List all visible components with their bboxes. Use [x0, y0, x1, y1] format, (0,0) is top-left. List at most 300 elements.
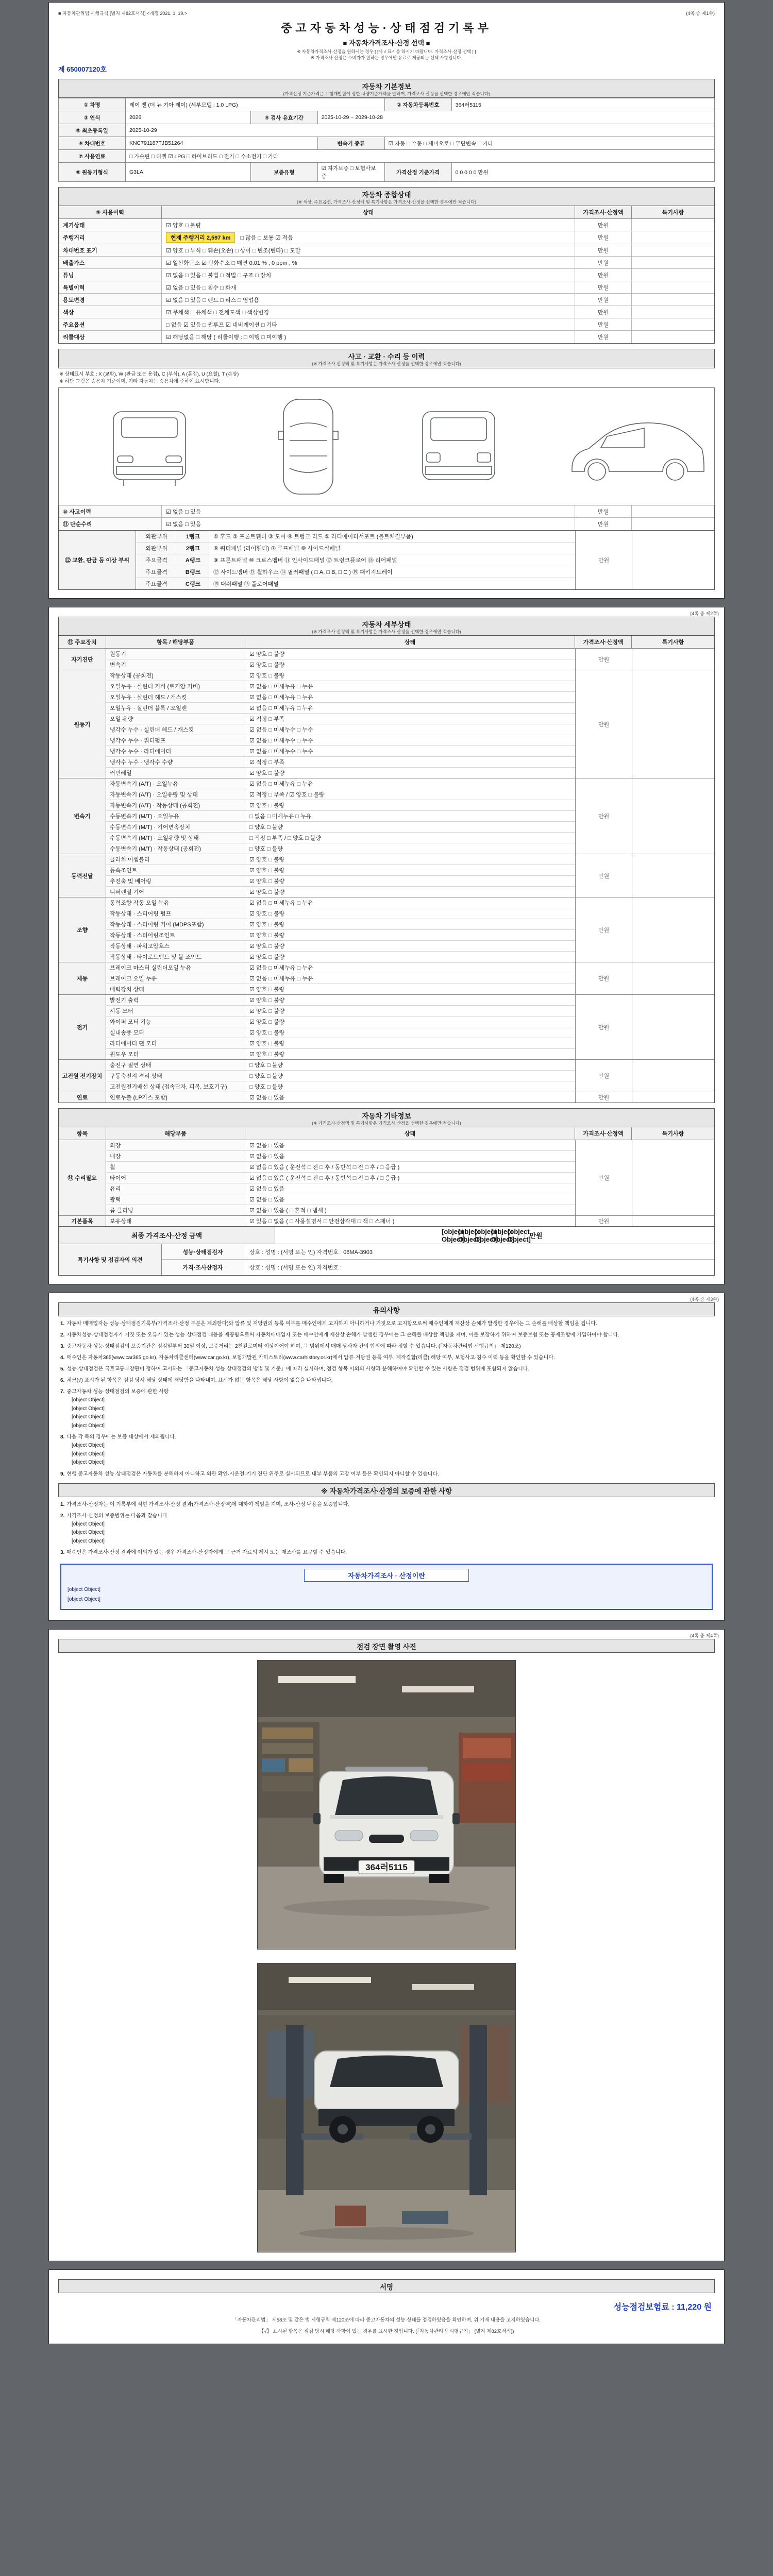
device-note [632, 962, 714, 994]
notice-text: 성능·상태점검은 국토교통부장관이 정하여 고시하는 「중고자동차 성능·상태점검의 방법 및 기준」에 따라 실시하며, 점검 항목 이외의 사항과 분해하여야 확인할 수 있는 사항은 점검 범위에 포함되지 않습니다. [66, 1366, 530, 1372]
inspection-photo-2 [257, 1963, 516, 2252]
notice-item [60, 1433, 713, 1467]
device-status-checkboxes[interactable]: □ 양호 □ 불량 [249, 824, 283, 831]
usage-row-label: 튜닝 [59, 269, 162, 281]
col-note: 특기사항 [662, 210, 684, 216]
other-part-label: 외장 [106, 1140, 245, 1150]
notice-item [60, 1331, 713, 1339]
field-vin-label: ⑥ 차대번호 [59, 137, 126, 150]
col-other-note: 특기사항 [662, 1131, 684, 1138]
page-marker-4: (4쪽 중 제4쪽) [690, 1633, 719, 1639]
other-info-table [58, 1127, 715, 1227]
usage-row-checkboxes[interactable]: ☑ 일산화탄소 ☑ 탄화수소 □ 매연 0.01 % , 0 ppm , % [162, 257, 575, 268]
device-part-label: 동력조향 작동 오일 누유 [106, 897, 245, 908]
field-base-price-label: 가격산정 기준가격 [384, 163, 451, 182]
device-part-label: 디퍼렌셜 기어 [106, 887, 245, 897]
device-price-unit: 만원 [575, 962, 632, 994]
device-part-label: 냉각수 누수 · 라디에이터 [106, 746, 245, 756]
device-part-label: 시동 모터 [106, 1006, 245, 1016]
device-group-name: 원동기 [59, 670, 106, 778]
device-row [106, 1016, 575, 1027]
device-part-label: 구동축전지 격리 상태 [106, 1071, 245, 1081]
mileage-highlight: 현재 주행거리 2,597 km [166, 232, 235, 243]
other-part-label: 광택 [106, 1194, 245, 1205]
price-survey-select-note-2: ※ 가격조사·산정은 소비자가 원하는 경우에만 유료로 제공되는 선택 사항입니다. [311, 55, 462, 60]
final-price-row [58, 1227, 715, 1244]
device-row [106, 1060, 575, 1071]
col-major-device: ⑬ 주요장치 [59, 636, 106, 648]
usage-row-checkboxes[interactable]: ☑ 해당없음 □ 해당 ( 리콜이행 : □ 이행 □ 미이행 ) [162, 331, 575, 343]
device-price-unit: 만원 [575, 670, 632, 778]
col-detail-status: 상태 [245, 636, 575, 648]
device-status-checkboxes[interactable]: ☑ 양호 □ 불량 [249, 922, 285, 928]
device-part-label: 커먼레일 [106, 768, 245, 778]
other-part-label: 내장 [106, 1151, 245, 1161]
device-part-label: 오일누유 · 실린더 커버 (로커암 커버) [106, 681, 245, 691]
notice-number: 6. [60, 1378, 65, 1384]
section-other-note: (※ 가격조사·산정액 및 특기사항은 가격조사·산정을 선택한 경우에만 적습니다) [312, 1121, 461, 1126]
opinion-role-label: 가격·조사산정자 [162, 1260, 244, 1275]
definition-line: [object Object] [68, 1587, 100, 1593]
usage-row-checkboxes[interactable]: □ 없음 ☑ 있음 □ 썬루프 ☑ 네비게이션 □ 기타 [162, 318, 575, 330]
other-status-checkboxes[interactable]: ☑ 없음 □ 있음 [249, 1143, 285, 1149]
device-status-checkboxes[interactable]: ☑ 양호 □ 불량 [249, 1008, 285, 1015]
notice-subitem: [object Object] [72, 1422, 105, 1429]
device-row [106, 865, 575, 876]
device-part-label: 오일누유 · 실린더 헤드 / 개스킷 [106, 692, 245, 702]
page-marker-3: (4쪽 중 제3쪽) [690, 1297, 719, 1302]
device-part-label: 발전기 출력 [106, 995, 245, 1005]
other-part-label: 휠 [106, 1162, 245, 1172]
row-gauge-state [59, 219, 714, 231]
device-row [106, 995, 575, 1006]
other-row [106, 1140, 575, 1151]
notice-number: 8. [60, 1434, 65, 1440]
page-4-panel [48, 1629, 725, 2261]
usage-history-row [59, 318, 714, 331]
section-basic-info: 자동차 기본정보 (가격산정 기준가격은 보험개발원이 정한 차량기준가액을 말하며, 가격조사·산정을 선택한 경우에만 적습니다) [58, 79, 715, 98]
device-status-checkboxes[interactable]: ☑ 없음 □ 미세누수 □ 누수 [249, 749, 313, 755]
section-detail-note: (※ 가격조사·산정액 및 특기사항은 가격조사·산정을 선택한 경우에만 적습니다) [312, 629, 461, 635]
panel-category: 주요골격 [136, 578, 177, 589]
usage-row-label: 차대번호 표기 [59, 244, 162, 256]
page-3-panel [48, 1293, 725, 1621]
document-title: 중고자동차성능·상태점검기록부 [281, 22, 492, 35]
device-note [632, 897, 714, 962]
device-status-checkboxes[interactable]: ☑ 양호 □ 불량 [249, 803, 285, 809]
page-1-panel [48, 2, 725, 599]
inspection-insurance-fee: 성능점검보험료 : 11,220 원 [613, 2303, 712, 2312]
panel-rank: 2랭크 [177, 543, 209, 554]
panel-category: 외판부위 [136, 531, 177, 542]
device-part-label: 연료누출 (LP가스 포함) [106, 1092, 245, 1103]
device-status-checkboxes[interactable]: ☑ 양호 □ 불량 [249, 662, 285, 669]
section-basic-note: (가격산정 기준가격은 보험개발원이 정한 차량기준가액을 말하며, 가격조사·산정을 선택한 경우에만 적습니다) [283, 91, 490, 96]
section-signature: 서명 [58, 2279, 715, 2293]
opinion-role-label: 성능·상태점검자 [162, 1244, 244, 1259]
device-row [106, 789, 575, 800]
usage-row-checkboxes[interactable]: ☑ 없음 □ 있음 □ 불법 □ 적법 □ 구조 □ 장치 [162, 269, 575, 281]
device-status-checkboxes[interactable]: ☑ 적정 □ 부족 / ☑ 양호 □ 불량 [249, 792, 325, 799]
usage-row-checkboxes[interactable]: ☑ 양호 □ 부식 □ 훼손(오손) □ 상이 □ 변조(변타) □ 도말 [162, 244, 575, 256]
field-car-name-label: ① 차명 [59, 98, 126, 111]
device-status-checkboxes[interactable]: ☑ 양호 □ 불량 [249, 857, 285, 863]
device-row [106, 703, 575, 714]
car-diagram-svg [67, 391, 706, 500]
device-group [59, 897, 714, 962]
device-part-label: 작동상태 · 스티어링 기어 (MDPS포함) [106, 919, 245, 929]
device-part-label: 작동상태 · 스티어링 펌프 [106, 908, 245, 919]
device-group-name: 조향 [59, 897, 106, 962]
notice-text: 중고자동차 성능·상태점검의 보증기간은 점검일부터 30일 이상, 보증거리는 2천킬로미터 이상이어야 하며, 그 범위에서 매매 당사자 간의 합의에 따라 정할 수 있습니다. (「자동차관리법 시행규칙」 제120조) [66, 1344, 521, 1350]
device-row [106, 962, 575, 973]
panel-items-checkboxes[interactable]: ⑮ 대쉬패널 ⑯ 플로어패널 [213, 581, 279, 588]
price-guarantee-item [60, 1501, 713, 1509]
car-diagram-top [278, 399, 338, 494]
device-status-checkboxes[interactable]: ☑ 없음 □ 미세누유 □ 누유 [249, 684, 313, 690]
mileage-price-unit: 만원 [575, 231, 632, 244]
row-accident-history [59, 505, 714, 518]
section-accident-note: (※ 가격조사·산정액 및 특기사항은 가격조사·산정을 선택한 경우에만 적습니다) [312, 361, 461, 367]
price-digit-box: [object Object] [458, 1227, 481, 1243]
device-part-label: 배력장치 상태 [106, 984, 245, 994]
device-part-label: 수동변속기 (M/T) · 오일유량 및 상태 [106, 833, 245, 843]
device-group-name: 전기 [59, 995, 106, 1059]
device-row [106, 768, 575, 778]
other-row [106, 1183, 575, 1194]
other-row [106, 1151, 575, 1162]
page-2-panel [48, 607, 725, 1284]
notice-subitem: [object Object] [72, 1414, 105, 1420]
price-survey-definition-box [60, 1564, 713, 1610]
field-reg-no-label: ② 자동차등록번호 [384, 98, 451, 111]
device-status-checkboxes[interactable]: ☑ 없음 □ 미세누유 □ 누유 [249, 705, 313, 712]
price-survey-select-note-1[interactable]: ※ 자동차가격조사·산정을 원하시는 경우 [ ]에 √ 표시를 하시기 바랍니다. 가격조사·산정 선택 [ ] [297, 49, 476, 54]
other-status-checkboxes[interactable]: ☑ 없음 □ 있음 [249, 1186, 285, 1193]
section-accident-history: 사고 · 교환 · 수리 등 이력 (※ 가격조사·산정액 및 특기사항은 가격조사·산정을 선택한 경우에만 적습니다) [58, 349, 715, 368]
price-guarantee-item [60, 1549, 713, 1556]
section-price-guarantee: ※ 자동차가격조사·산정의 보증에 관한 사항 [58, 1483, 715, 1497]
notice-subitem: [object Object] [72, 1405, 105, 1412]
price-guarantee-text: 가격조사·산정자는 이 기록부에 적힌 가격조사·산정 결과(가격조사·산정액)에 대하여 책임을 지며, 조사·산정 내용을 보증합니다. [66, 1501, 350, 1507]
field-first-reg-value: 2025-10-29 [126, 124, 715, 137]
other-price-unit: 만원 [575, 1216, 632, 1226]
signature-note-2: 【√】 표시된 항목은 점검 당시 해당 사항이 있는 경우를 표시한 것입니다. (「자동차관리법 시행규칙」 [별지 제82호서식]) [259, 2328, 514, 2334]
other-status-checkboxes[interactable]: ☑ 없음 □ 있음 ( 운전석 □ 전 □ 후 / 동반석 □ 전 □ 후 / □ 응급 ) [249, 1175, 400, 1182]
device-note [632, 995, 714, 1059]
form-reference: ■ 자동차관리법 시행규칙 [별지 제82호서식] <개정 2021. 1. 19.> [58, 11, 187, 16]
notice-number: 9. [60, 1471, 65, 1477]
device-status-checkboxes[interactable]: ☑ 없음 □ 미세누유 □ 누유 [249, 694, 313, 701]
notice-subitem: [object Object] [72, 1397, 105, 1403]
device-row [106, 973, 575, 984]
other-status-checkboxes[interactable]: ☑ 없음 □ 있음 [249, 1197, 285, 1204]
usage-row-checkboxes[interactable]: ☑ 없음 □ 있음 □ 렌트 □ 리스 □ 영업용 [162, 294, 575, 306]
simple-repair-label: ⑪ 단순수리 [59, 518, 162, 530]
usage-row-note [632, 306, 714, 318]
usage-row-checkboxes[interactable]: ☑ 없음 □ 있음 □ 침수 □ 화재 [162, 281, 575, 293]
device-status-checkboxes[interactable]: □ 양호 □ 불량 [249, 1062, 283, 1069]
device-status-checkboxes[interactable]: □ 양호 □ 불량 [249, 1073, 283, 1080]
device-row [106, 735, 575, 746]
notice-number: 2. [60, 1332, 65, 1338]
usage-row-label: 색상 [59, 306, 162, 318]
opinion-signature-line[interactable]: 상호 : 성명 : (서명 또는 인) 자격번호 : 06MA-3903 [249, 1249, 373, 1256]
price-guarantee-subitem: [object Object] [72, 1538, 105, 1544]
field-engine-type-label: ⑧ 원동기형식 [59, 163, 126, 182]
field-transmission-label: 변속기 종류 [317, 137, 384, 150]
price-digit-box: [object Object] [475, 1227, 498, 1243]
device-group [59, 962, 714, 995]
device-note [632, 1060, 714, 1092]
mileage-status[interactable] [162, 231, 575, 244]
device-status-checkboxes[interactable]: □ 적정 □ 부족 / □ 양호 □ 불량 [249, 835, 322, 842]
row-mileage [59, 231, 714, 244]
opinion-signature-line[interactable]: 상호 : 성명 : (서명 또는 인) 자격번호 : [249, 1265, 342, 1272]
fuel-checkboxes[interactable]: □ 가솔린 □ 디젤 ☑ LPG □ 하이브리드 □ 전기 □ 수소전기 □ 기타 [126, 150, 715, 163]
usage-row-price-unit: 만원 [575, 318, 632, 330]
field-engine-type-value: G3LA [126, 163, 251, 182]
definition-line: [object Object] [68, 1596, 100, 1602]
usage-row-price-unit: 만원 [575, 281, 632, 293]
usage-row-label: 용도변경 [59, 294, 162, 306]
device-row [106, 833, 575, 843]
notice-text: 매수인은 자동차365(www.car365.go.kr), 자동차리콜센터(www.car.go.kr), 보험개발원 카히스토리(www.carhistory.or.kr)에서 압류·저당권 등록 여부, 제작결함(리콜) 해당 여부, 보험사고·침수 이력 등을 확인할 수 있습니다. [66, 1355, 555, 1361]
device-status-checkboxes[interactable]: ☑ 양호 □ 불량 [249, 1019, 285, 1026]
car-diagram-side [572, 423, 704, 480]
device-note [632, 854, 714, 897]
device-status-checkboxes[interactable]: ☑ 없음 □ 미세누유 □ 누유 [249, 976, 313, 982]
legend-line-2: ※ 하단 그림은 승용차 기준이며, 기타 자동차는 승용차에 준하여 표시합니다. [59, 378, 221, 384]
device-group [59, 1060, 714, 1092]
panel-items-checkboxes[interactable]: ⑨ 프론트패널 ⑩ 크로스멤버 ⑪ 인사이드패널 ⑰ 트렁크플로어 ⑱ 리어패널 [213, 557, 397, 564]
device-row [106, 854, 575, 865]
other-group-name: 기본품목 [59, 1216, 106, 1226]
inspection-photo-1 [257, 1660, 516, 1950]
other-part-label: 유리 [106, 1183, 245, 1194]
device-status-checkboxes[interactable]: □ 양호 □ 불량 [249, 1084, 283, 1091]
device-group-name: 연료 [59, 1092, 106, 1103]
device-part-label: 수동변속기 (M/T) · 기어변속장치 [106, 822, 245, 832]
device-status-checkboxes[interactable]: ☑ 없음 □ 미세누유 □ 누유 [249, 965, 313, 972]
device-status-checkboxes[interactable]: ☑ 양호 □ 불량 [249, 987, 285, 993]
notice-number: 5. [60, 1366, 65, 1372]
device-part-label: 실내송풍 모터 [106, 1027, 245, 1038]
device-status-checkboxes[interactable]: ☑ 양호 □ 불량 [249, 997, 285, 1004]
device-part-label: 냉각수 누수 · 워터펌프 [106, 735, 245, 745]
device-group [59, 995, 714, 1060]
device-part-label: 오일 유량 [106, 714, 245, 724]
panel-items-checkboxes[interactable]: ⑥ 쿼터패널 (리어휀더) ⑦ 루프패널 ⑧ 사이드실패널 [213, 546, 341, 552]
device-status-checkboxes[interactable]: ☑ 없음 □ 있음 [249, 1095, 285, 1101]
usage-row-label: 특별이력 [59, 281, 162, 293]
other-status-checkboxes[interactable]: ☑ 없음 □ 있음 ( □ 흔적 □ 냄새 ) [249, 1208, 327, 1214]
field-model-year-label: ③ 연식 [59, 111, 126, 124]
warranty-checkboxes[interactable]: ☑ 자가보증 □ 보험사보증 [317, 163, 384, 182]
transmission-checkboxes[interactable]: ☑ 자동 □ 수동 □ 세미오토 □ 무단변속 □ 기타 [384, 137, 714, 150]
device-part-label: 작동상태 · 타이로드엔드 및 볼 조인트 [106, 952, 245, 962]
col-other-price: 가격조사·산정액 [575, 1127, 632, 1140]
device-row [106, 952, 575, 962]
notice-item [60, 1343, 713, 1350]
device-note [632, 1092, 714, 1103]
device-part-label: 고전원전기배선 상태 (접속단자, 피복, 보호기구) [106, 1081, 245, 1092]
field-base-price-value: 0 0 0 0 0 만원 [451, 163, 714, 182]
accident-history-checkboxes[interactable]: ☑ 없음 □ 있음 [162, 505, 575, 517]
device-status-checkboxes[interactable]: □ 양호 □ 불량 [249, 846, 283, 853]
price-digit-box: [object Object] [491, 1227, 514, 1243]
device-status-checkboxes[interactable]: ☑ 양호 □ 불량 [249, 868, 285, 874]
mileage-label: 주행거리 [59, 231, 162, 244]
notice-text: 중고자동차 성능·상태점검의 보증에 관한 사항 [66, 1389, 169, 1395]
field-inspection-period-label: ④ 검사 유효기간 [250, 111, 317, 124]
device-part-label: 냉각수 누수 · 냉각수 수량 [106, 757, 245, 767]
device-row [106, 778, 575, 789]
device-status-checkboxes[interactable]: ☑ 양호 □ 불량 [249, 1041, 285, 1047]
device-status-checkboxes[interactable]: ☑ 양호 □ 불량 [249, 878, 285, 885]
device-status-checkboxes[interactable]: ☑ 양호 □ 불량 [249, 651, 285, 658]
usage-history-row [59, 244, 714, 257]
device-status-checkboxes[interactable]: □ 없음 □ 미세누유 □ 누유 [249, 814, 312, 820]
usage-row-note [632, 294, 714, 306]
price-guarantee-text: 매수인은 가격조사·산정 결과에 이의가 있는 경우 가격조사·산정자에게 그 근거 자료의 제시 또는 재조사를 요구할 수 있습니다. [66, 1550, 347, 1556]
field-first-reg-label: ⑤ 최초등록일 [59, 124, 126, 137]
final-price-value [275, 1227, 714, 1243]
device-status-checkboxes[interactable]: ☑ 없음 □ 미세누수 □ 누수 [249, 738, 313, 744]
device-status-checkboxes[interactable]: ☑ 적정 □ 부족 [249, 759, 285, 766]
device-part-label: 충전구 절연 상태 [106, 1060, 245, 1070]
usage-row-price-unit: 만원 [575, 257, 632, 268]
other-status-checkboxes[interactable]: ☑ 없음 □ 있음 ( 운전석 □ 전 □ 후 / 동반석 □ 전 □ 후 / □ 응급 ) [249, 1164, 400, 1171]
other-price-unit: 만원 [575, 1140, 632, 1215]
device-part-label: 윈도우 모터 [106, 1049, 245, 1059]
panel-category: 외판부위 [136, 543, 177, 554]
device-row [106, 843, 575, 854]
simple-repair-note [632, 518, 714, 530]
device-row [106, 670, 575, 681]
usage-row-checkboxes[interactable]: ☑ 무채색 □ 유채색 □ 전체도색 □ 색상변경 [162, 306, 575, 318]
accident-history-price-unit: 만원 [575, 505, 632, 517]
usage-row-label: 리콜대상 [59, 331, 162, 343]
page-marker-2: (4쪽 중 제2쪽) [690, 611, 719, 617]
legend-line-1: ※ 상태표시 부호 : X (교환), W (판금 또는 용접), C (부식), A (흠집), U (요철), T (손상) [59, 371, 239, 377]
panel-items-checkboxes[interactable]: ① 후드 ② 프론트휀더 ③ 도어 ④ 트렁크 리드 ⑤ 라디에이터서포트 (볼트체결부품) [213, 534, 413, 540]
usage-row-price-unit: 만원 [575, 331, 632, 343]
notice-text: 자동차 매매업자는 성능·상태점검기록부(가격조사·산정 부분은 제외한다)와 압류 및 저당권의 등록 여부를 매수인에게 고지하지 아니하거나 거짓으로 고지함으로써 매수인에게 재산상 손해가 발생한 경우에는 그 손해를 배상할 책임을 집니다. [66, 1321, 597, 1327]
other-group-name: ⑭ 수리필요 [59, 1140, 106, 1215]
definition-title: 자동차가격조사 · 산정이란 [304, 1569, 469, 1582]
gauge-state-checkboxes[interactable]: ☑ 양호 □ 불량 [162, 219, 575, 231]
device-part-label: 자동변속기 (A/T) · 오일유량 및 상태 [106, 789, 245, 800]
basic-info-table [58, 98, 715, 182]
notice-item [60, 1388, 713, 1430]
document-page [48, 0, 725, 2344]
field-reg-no-value: 364러5115 [451, 98, 714, 111]
field-vin-value: KNC791187TJB51264 [126, 137, 318, 150]
other-group [59, 1140, 714, 1216]
other-group [59, 1216, 714, 1226]
gauge-note [632, 219, 714, 231]
other-row [106, 1205, 575, 1215]
usage-history-row [59, 331, 714, 343]
panel-rank: 1랭크 [177, 531, 209, 542]
device-status-checkboxes[interactable]: ☑ 없음 □ 미세누유 □ 누유 [249, 781, 313, 788]
device-row [106, 746, 575, 757]
device-status-checkboxes[interactable]: ☑ 양호 □ 불량 [249, 1030, 285, 1037]
price-digit-box: [object Object] [508, 1227, 531, 1243]
simple-repair-checkboxes[interactable]: ☑ 없음 □ 있음 [162, 518, 575, 530]
device-status-checkboxes[interactable]: ☑ 양호 □ 불량 [249, 770, 285, 777]
device-row [106, 984, 575, 994]
device-status-checkboxes[interactable]: ☑ 없음 □ 미세누수 □ 누수 [249, 727, 313, 734]
device-status-checkboxes[interactable]: ☑ 양호 □ 불량 [249, 1052, 285, 1058]
notice-item [60, 1320, 713, 1328]
panel-rank: A랭크 [177, 554, 209, 566]
device-status-checkboxes[interactable]: ☑ 적정 □ 부족 [249, 716, 285, 723]
panel-rank-row [136, 543, 575, 554]
device-status-checkboxes[interactable]: ☑ 양호 □ 불량 [249, 954, 285, 961]
opinion-label: 특기사항 및 점검자의 의견 [59, 1244, 162, 1275]
exchange-note [632, 531, 714, 589]
device-status-checkboxes[interactable]: ☑ 양호 □ 불량 [249, 673, 285, 680]
device-row [106, 681, 575, 692]
device-part-label: 클러치 어셈블리 [106, 854, 245, 865]
exchange-sheetmetal-table [58, 531, 715, 590]
col-detail-price: 가격조사·산정액 [575, 636, 632, 648]
device-group [59, 778, 714, 854]
usage-row-note [632, 281, 714, 293]
device-row [106, 1081, 575, 1092]
mileage-checkboxes[interactable]: □ 많음 □ 보통 ☑ 적음 [240, 235, 293, 242]
device-status-checkboxes[interactable]: ☑ 양호 □ 불량 [249, 911, 285, 918]
accident-flags-table [58, 505, 715, 531]
gauge-price-unit: 만원 [575, 219, 632, 231]
col-other-part: 해당부품 [106, 1127, 245, 1140]
device-part-label: 수동변속기 (M/T) · 오일누유 [106, 811, 245, 821]
device-status-checkboxes[interactable]: ☑ 없음 □ 미세누유 □ 누유 [249, 900, 313, 907]
device-price-unit: 만원 [575, 649, 632, 670]
usage-row-price-unit: 만원 [575, 269, 632, 281]
simple-repair-price-unit: 만원 [575, 518, 632, 530]
device-part-label: 와이퍼 모터 기능 [106, 1016, 245, 1027]
usage-row-note [632, 318, 714, 330]
exchange-price-unit: 만원 [575, 531, 632, 589]
other-part-label: 룸 클리닝 [106, 1205, 245, 1215]
price-digit-box: [object Object] [442, 1227, 465, 1243]
other-status-checkboxes[interactable]: ☑ 없음 □ 있음 [249, 1154, 285, 1160]
col-price: 가격조사·산정액 [575, 206, 632, 218]
other-row [106, 1216, 575, 1226]
device-price-unit: 만원 [575, 995, 632, 1059]
panel-rank: C랭크 [177, 578, 209, 589]
device-row [106, 822, 575, 833]
device-status-checkboxes[interactable]: ☑ 양호 □ 불량 [249, 889, 285, 896]
panel-items-checkboxes[interactable]: ⑫ 사이드멤버 ⑬ 휠하우스 ⑭ 필러패널 ( □ A, □ B, □ C ) ⑲ 패키지트레이 [213, 569, 393, 576]
opinion-row [162, 1244, 714, 1260]
other-part-label: 보유상태 [106, 1216, 245, 1226]
notice-number: 3. [60, 1344, 65, 1350]
field-model-year-value: 2026 [126, 111, 251, 124]
usage-row-note [632, 257, 714, 268]
row-simple-repair [59, 518, 714, 530]
device-status-checkboxes[interactable]: ☑ 양호 □ 불량 [249, 943, 285, 950]
device-part-label: 냉각수 누수 · 실린더 헤드 / 개스킷 [106, 724, 245, 735]
notice-text: 자동차성능·상태점검자가 거짓 또는 오류가 있는 성능·상태점검 내용을 제공함으로써 자동차매매업자 또는 매수인에게 재산상 손해가 발생한 경우에는 그 손해를 배상할 책임을 지며, 이를 보장하기 위하여 보증보험 또는 공제조합에 가입하여야 합니다. [66, 1332, 619, 1338]
device-status-checkboxes[interactable]: ☑ 양호 □ 불량 [249, 933, 285, 939]
usage-row-price-unit: 만원 [575, 244, 632, 256]
usage-history-row [59, 306, 714, 318]
other-status-checkboxes[interactable]: ☑ 있음 □ 없음 ( □ 사용설명서 □ 안전삼각대 □ 잭 □ 스패너 ) [249, 1218, 395, 1225]
